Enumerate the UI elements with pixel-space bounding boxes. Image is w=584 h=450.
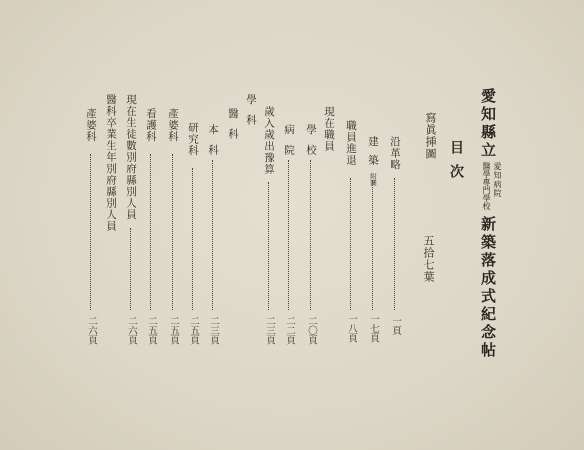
toc-entry-label: 沿革略 [389, 136, 401, 171]
photo-section-pages: 五拾七葉 [422, 235, 435, 283]
toc-entry-label: 現在職員 [323, 106, 335, 152]
dot-leader [212, 160, 213, 310]
toc-entry-label: 病院 [283, 124, 295, 165]
toc-entry-page: 二六頁 [86, 316, 97, 345]
toc-entry-label: 產婆科 [167, 108, 179, 143]
dot-leader [268, 182, 269, 310]
toc-entry-label: 現在生徒數別府縣別人員 [125, 94, 137, 221]
toc-entry-page: 一頁 [390, 316, 401, 335]
dot-leader [192, 168, 193, 310]
toc-entry-page: 二二頁 [284, 316, 295, 345]
dot-leader [372, 180, 373, 310]
photo-section-label: 寫眞挿圖 [424, 112, 437, 160]
toc-entry-label [366, 136, 381, 186]
toc-entry-label: 研究科 [187, 122, 199, 157]
title-small-group [481, 162, 503, 214]
toc-entry-page: 二五頁 [168, 316, 179, 345]
toc-entry-label: 學校 [305, 124, 317, 165]
entry-note: 附圖 [369, 173, 377, 186]
dot-leader [130, 228, 131, 310]
toc-entry-label: 本科 [207, 124, 219, 165]
entry-label-text: 建築 [367, 136, 379, 173]
toc-entry-label: 職員進退 [345, 120, 357, 166]
toc-entry-page: 二五頁 [188, 316, 199, 345]
toc-entry-label: 產婆科 [85, 108, 97, 143]
toc-entry-page: 二三頁 [208, 316, 219, 345]
toc-entry-label: 學科 [245, 94, 257, 135]
title-main-start: 愛知縣立 [479, 88, 497, 160]
title-small-a: 醫學專門學校 [482, 162, 491, 210]
title-small-b: 愛知病院 [493, 162, 502, 198]
dot-leader [90, 154, 91, 310]
dot-leader [172, 154, 173, 310]
toc-entry-page: 一八頁 [346, 314, 357, 343]
toc-entry-page: 二三頁 [264, 316, 275, 345]
dot-leader [288, 160, 289, 310]
toc-entry-label: 醫科 [227, 108, 239, 149]
document-title [478, 88, 503, 360]
dot-leader [350, 178, 351, 310]
toc-heading: 目次 [448, 140, 464, 188]
title-main-end: 新築落成式紀念帖 [479, 216, 497, 360]
dot-leader [310, 160, 311, 310]
toc-entry-page: 二六頁 [126, 316, 137, 345]
toc-entry-page: 二〇頁 [306, 316, 317, 345]
toc-entry-label: 歲入歲出豫算 [263, 106, 275, 175]
toc-entry-label: 看護科 [145, 108, 157, 143]
toc-entry-label: 醫科卒業生年別府縣別人員 [105, 94, 117, 232]
dot-leader [394, 178, 395, 310]
toc-entry-page: 一七頁 [368, 314, 379, 343]
toc-entry-page: 二五頁 [146, 316, 157, 345]
dot-leader [150, 154, 151, 310]
